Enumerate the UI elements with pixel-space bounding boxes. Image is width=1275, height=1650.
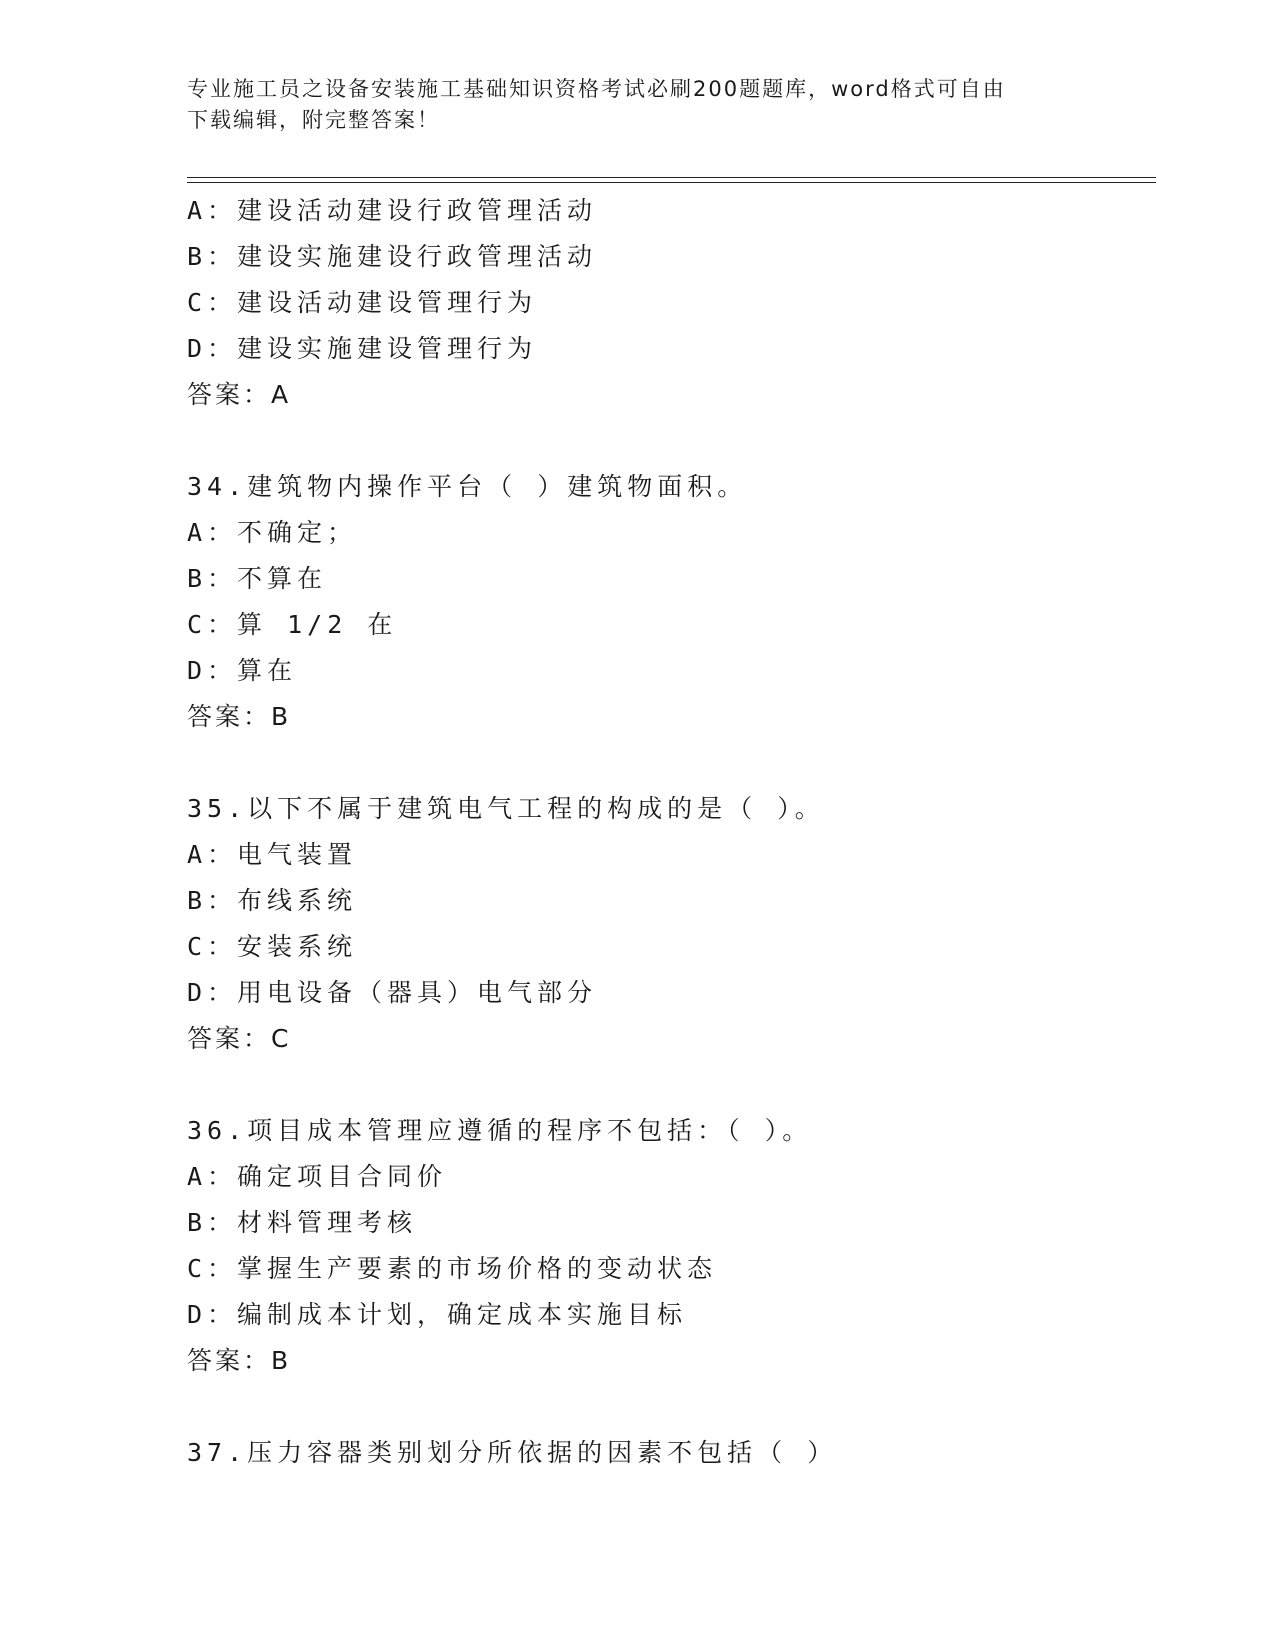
- header-divider-bottom: [187, 182, 1156, 183]
- option-d: D：用电设备（器具）电气部分: [187, 978, 598, 1007]
- option-b: B：不算在: [187, 564, 328, 593]
- question-block-34: [187, 464, 1147, 740]
- option-c: C：建设活动建设管理行为: [187, 288, 538, 317]
- question-text: 36.项目成本管理应遵循的程序不包括：（ ）。: [187, 1116, 813, 1145]
- spacer: [187, 1062, 1147, 1108]
- question-text: 35.以下不属于建筑电气工程的构成的是（ ）。: [187, 794, 825, 823]
- question-block-37: [187, 1430, 1147, 1476]
- header-divider-top: [187, 177, 1156, 178]
- option-c: C：掌握生产要素的市场价格的变动状态: [187, 1254, 718, 1283]
- option-b: B：材料管理考核: [187, 1208, 418, 1237]
- header-line-1: 专业施工员之设备安装施工基础知识资格考试必刷200题题库，word格式可自由: [187, 77, 1006, 101]
- answer-line: 答案：A: [187, 380, 292, 409]
- question-block-36: [187, 1108, 1147, 1384]
- option-a: A：不确定；: [187, 518, 358, 547]
- spacer: [187, 418, 1147, 464]
- spacer: [187, 1384, 1147, 1430]
- question-text: 37.压力容器类别划分所依据的因素不包括（ ）: [187, 1438, 838, 1467]
- option-a: A：确定项目合同价: [187, 1162, 448, 1191]
- option-c: C：安装系统: [187, 932, 358, 961]
- option-d: D：算在: [187, 656, 298, 685]
- answer-line: 答案：B: [187, 702, 292, 731]
- option-d: D：编制成本计划，确定成本实施目标: [187, 1300, 688, 1329]
- option-c: C：算 1/2 在: [187, 610, 398, 639]
- option-a: A：建设活动建设行政管理活动: [187, 196, 598, 225]
- answer-line: 答案：B: [187, 1346, 292, 1375]
- option-d: D：建设实施建设管理行为: [187, 334, 538, 363]
- answer-line: 答案：C: [187, 1024, 292, 1053]
- question-text: 34.建筑物内操作平台（ ）建筑物面积。: [187, 472, 748, 501]
- question-block-35: [187, 786, 1147, 1062]
- option-b: B：建设实施建设行政管理活动: [187, 242, 598, 271]
- document-header: [187, 74, 1087, 136]
- spacer: [187, 740, 1147, 786]
- question-block-33: [187, 188, 1147, 418]
- option-b: B：布线系统: [187, 886, 358, 915]
- option-a: A：电气装置: [187, 840, 358, 869]
- question-list: [187, 188, 1147, 1476]
- header-line-2: 下载编辑，附完整答案！: [187, 108, 440, 132]
